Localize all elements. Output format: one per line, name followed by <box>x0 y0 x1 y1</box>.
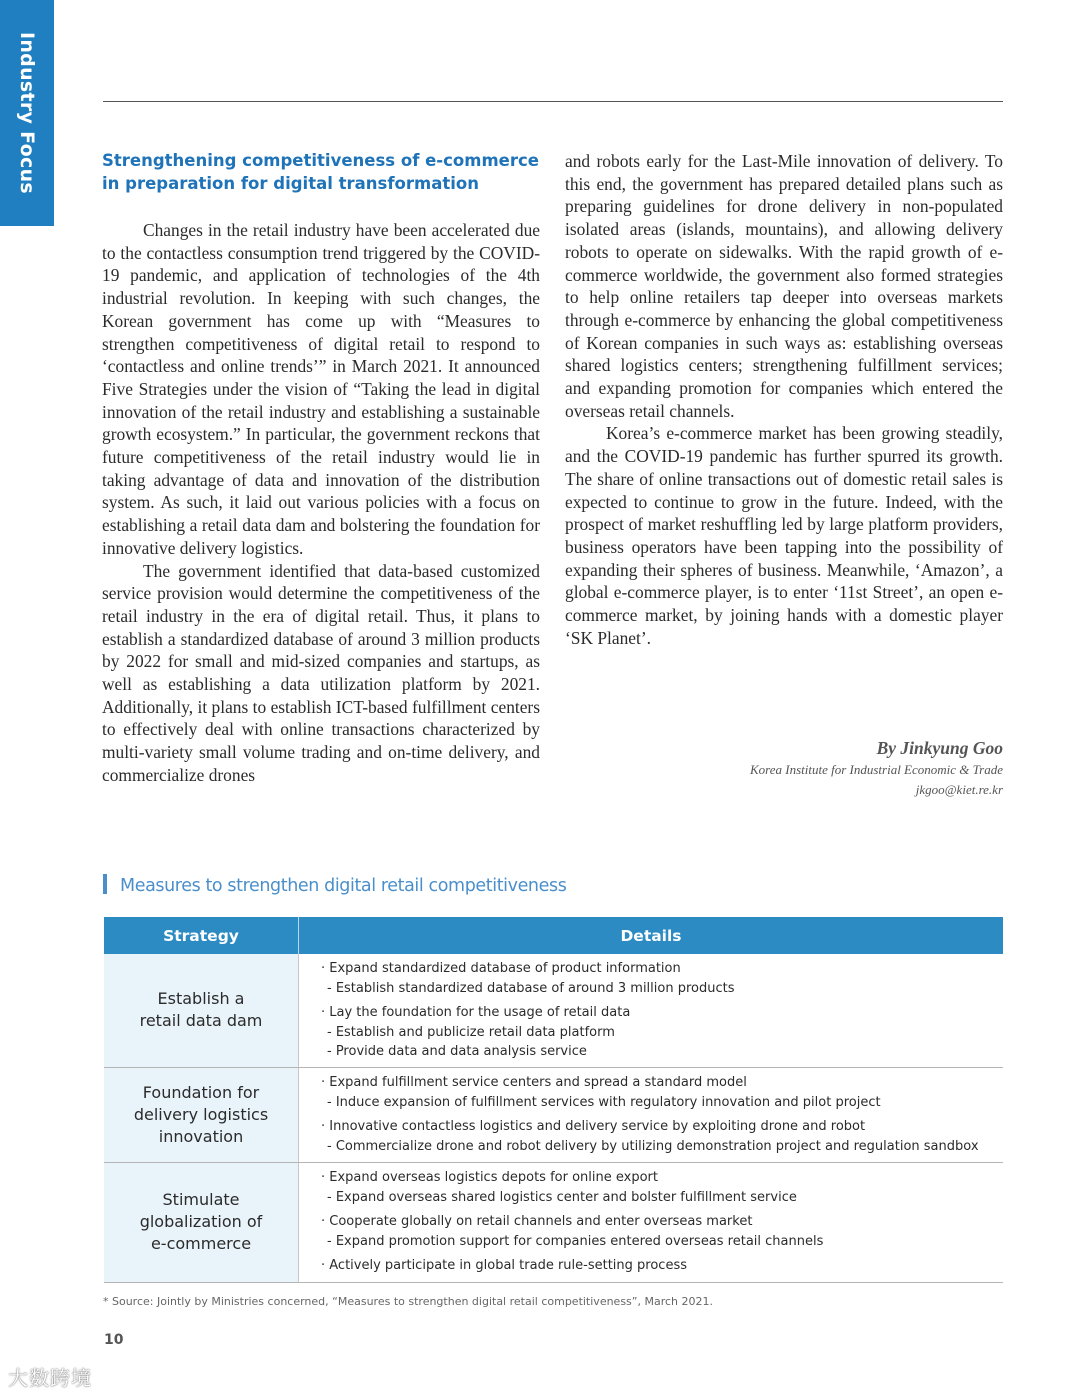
detail-item: · Expand overseas logistics depots for online export <box>321 1170 658 1186</box>
source-note: * Source: Jointly by Ministries concerned, “Measures to strengthen digital retail competitiveness”, March 2021. <box>103 1295 713 1308</box>
strategy-cell <box>104 954 299 1067</box>
article-heading: Strengthening competitiveness of e-commerce in preparation for digital transformation <box>102 151 539 193</box>
detail-item: · Innovative contactless logistics and delivery service by exploiting drone and robot <box>321 1119 866 1134</box>
page-number: 10 <box>104 1332 124 1348</box>
watermark: 大数跨境 <box>8 1366 92 1390</box>
article-column-left <box>102 150 540 787</box>
detail-group <box>321 1073 1003 1112</box>
strategy-line: innovation <box>158 1126 244 1146</box>
article-column-right <box>565 150 1003 649</box>
author-institute: Korea Institute for Industrial Economic & Trade <box>749 762 1003 777</box>
table-row <box>104 954 1003 1067</box>
article-paragraph: Korea’s e-commerce market has been growing steadily, and the COVID-19 pandemic has further spurred its growth. The share of online transactions out of domestic retail sales is expected to continue to grow in the future. Indeed, with the prospect of market reshuffling led by large platform providers, business operators have been tapping into the possibility of expanding their spheres of business. Meanwhile, ‘Amazon’, a global e-commerce player, is to enter ‘11st Street’, an open e-commerce market, by joining hands with a domestic player ‘SK Planet’. <box>565 423 1003 648</box>
strategy-line: globalization of <box>139 1212 263 1231</box>
detail-group <box>321 1003 1003 1062</box>
strategy-line: delivery logistics <box>133 1104 269 1124</box>
detail-subitem: - Establish standardized database of around 3 million products <box>327 980 735 996</box>
author-name: By Jinkyung Goo <box>876 738 1003 758</box>
detail-subitem: - Expand promotion support for companies entered overseas retail channels <box>327 1233 824 1249</box>
author-email: jkgoo@kiet.re.kr <box>915 782 1003 797</box>
detail-group <box>321 1212 1003 1251</box>
section-tab-label: Industry Focus <box>16 31 38 195</box>
title-bar <box>103 874 107 894</box>
column-header-strategy: Strategy <box>104 917 299 954</box>
detail-subitem: - Expand overseas shared logistics center and bolster fulfillment service <box>327 1189 797 1205</box>
strategy-line: Foundation for <box>142 1082 260 1102</box>
detail-item: · Lay the foundation for the usage of retail data <box>321 1005 631 1020</box>
details-cell <box>299 954 1004 1067</box>
table-row <box>104 1067 1003 1162</box>
article-paragraph: and robots early for the Last-Mile innovation of delivery. To this end, the government has prepared detailed plans such as preparing guidelines for drone delivery in non-populated isolated areas (islands, mountains), and allowing delivery robots to operate on sidewalks. With the rapid growth of e-commerce worldwide, the government also formed strategies to help online retailers tap deeper into overseas markets through e-commerce by enhancing the global competitiveness of Korean companies in such ways as: establishing overseas shared logistics centers; strengthening fulfillment services; and expanding promotion for companies which entered the overseas retail channels. <box>565 151 1003 421</box>
table-title-text: Measures to strengthen digital retail competitiveness <box>120 876 567 896</box>
article-paragraph: Changes in the retail industry have been accelerated due to the contactless consumption trend triggered by the COVID-19 pandemic, and application of technologies of the 4th industrial revolution. In keeping with such changes, the Korean government has come up with “Measures to strengthen competitiveness of digital retail to respond to ‘contactless and online trends’” in March 2021. It announced Five Strategies under the vision of “Taking the lead in digital innovation of the retail industry and establishing a sustainable growth ecosystem.” In particular, the government reckons that future competitiveness of the retail industry would lie in taking advantage of data and innovation of the distribution system. As such, it laid out various policies with a focus on establishing a retail data dam and bolstering the foundation for innovative delivery logistics. <box>102 220 540 558</box>
detail-subitem: - Establish and publicize retail data platform <box>327 1024 615 1040</box>
strategy-line: e-commerce <box>150 1234 252 1253</box>
detail-subitem: - Commercialize drone and robot delivery by utilizing demonstration project and regulation sandbox <box>327 1138 979 1154</box>
details-cell <box>299 1067 1004 1162</box>
byline <box>750 736 1003 800</box>
strategy-cell <box>104 1067 299 1162</box>
detail-item: · Expand fulfillment service centers and spread a standard model <box>321 1075 747 1090</box>
section-tab <box>0 0 54 226</box>
detail-item: · Cooperate globally on retail channels and enter overseas market <box>321 1214 753 1230</box>
strategy-line: Stimulate <box>162 1190 240 1209</box>
details-cell <box>299 1162 1004 1282</box>
detail-group <box>321 1117 1003 1156</box>
measures-table <box>104 917 1003 1283</box>
column-header-details: Details <box>299 917 1004 954</box>
detail-group <box>321 1168 1003 1207</box>
detail-item: · Expand standardized database of product information <box>321 961 681 976</box>
table-body <box>104 954 1003 1282</box>
top-divider <box>103 101 1003 102</box>
strategy-cell <box>104 1162 299 1282</box>
detail-subitem: - Provide data and data analysis service <box>327 1044 587 1059</box>
article-paragraph: The government identified that data-based customized service provision would determine the competitiveness of the retail industry in the era of digital retail. Thus, it plans to establish a standardized database of around 3 million products by 2022 for small and mid-sized companies and startups, as well as establishing a data utilization platform by 2021. Additionally, it plans to establish ICT-based fulfillment centers to effectively deal with online transactions characterized by multi-variety small volume trading and on-time delivery, and commercialize drones <box>102 560 540 785</box>
strategy-line: retail data dam <box>139 1011 263 1031</box>
table-row <box>104 1162 1003 1282</box>
detail-item: · Actively participate in global trade rule-setting process <box>321 1258 687 1274</box>
detail-group <box>321 959 1003 998</box>
detail-subitem: - Induce expansion of fulfillment services with regulatory innovation and pilot project <box>327 1094 881 1110</box>
strategy-line: Establish a <box>157 989 245 1009</box>
detail-group <box>321 1256 1003 1276</box>
table-title <box>103 874 566 896</box>
